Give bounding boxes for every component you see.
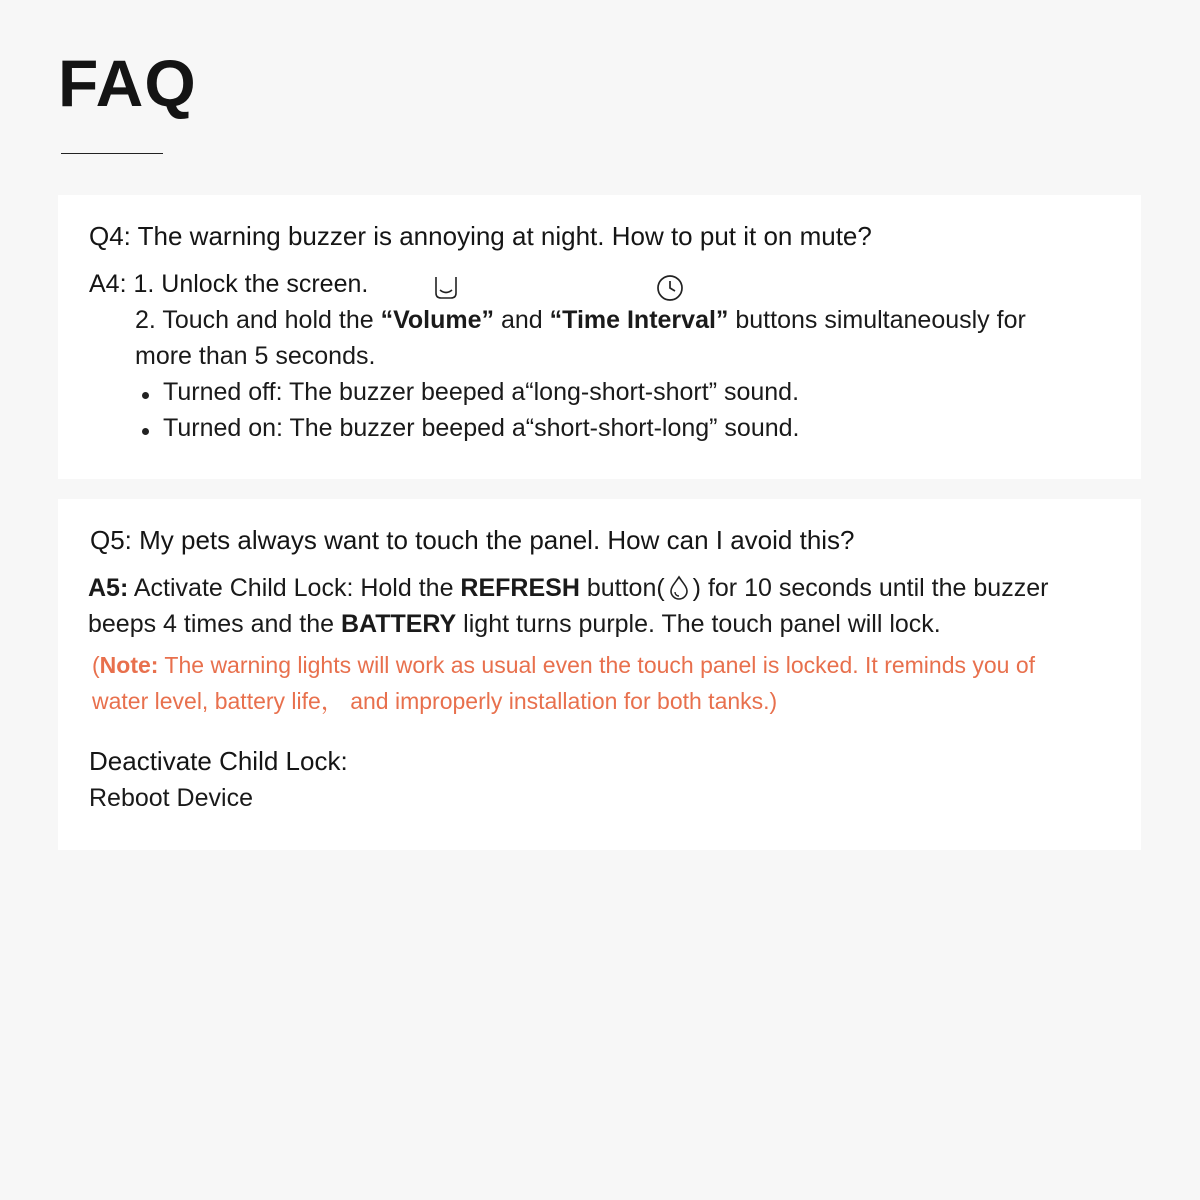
step2-suffix: buttons simultaneously for [728,306,1026,334]
water-drop-icon [666,575,692,601]
a5-text: light turns purple. The touch panel will lock. [456,610,941,638]
answer-a5-line1 [88,573,1048,603]
step1-text: : 1. Unlock the screen. [119,270,369,298]
page-title: FAQ [58,46,197,120]
note-line2: water level, battery life， and improperly installation for both tanks.) [92,688,778,714]
note-paren: ( [92,652,100,678]
bullet-turned-off: Turned off: The buzzer beeped a“long-short-short” sound. [163,378,800,406]
answer-label-text: A4 [89,270,120,298]
volume-icon [433,275,459,301]
note-line1 [92,652,1035,680]
deactivate-heading: Deactivate Child Lock: [89,746,348,776]
answer-label-a4 [89,269,368,299]
and-text: and [494,306,550,334]
note-label: Note: [99,652,159,678]
refresh-label: REFRESH [460,574,580,602]
faq-card-q4 [58,195,1141,479]
a5-text: button( [579,574,665,602]
clock-icon [656,274,684,302]
question-q5: Q5: My pets always want to touch the panel. How can I avoid this? [90,525,855,555]
question-q4: Q4: The warning buzzer is annoying at night. How to put it on mute? [89,221,872,251]
bullet-dot [142,428,149,435]
answer-a5-line2 [88,609,941,639]
bullet-turned-on: Turned on: The buzzer beeped a“short-short-long” sound. [163,414,800,442]
step2-line [135,305,1026,335]
battery-label: BATTERY [340,610,457,638]
title-underline [61,153,163,154]
a5-text: Activate Child Lock: Hold the [128,574,461,602]
deactivate-text: Reboot Device [89,784,253,812]
step2-continuation: more than 5 seconds. [135,342,376,370]
faq-card-q5 [58,499,1141,850]
volume-label: “Volume” [380,306,495,334]
answer-label-a5: A5: [88,574,129,602]
note-text: The warning lights will work as usual even the touch panel is locked. It reminds you of [158,652,1036,678]
step2-prefix: 2. Touch and hold the [135,306,381,334]
time-interval-label: “Time Interval” [549,306,729,334]
bullet-dot [142,392,149,399]
a5-text: beeps 4 times and the [88,610,341,638]
a5-text: ) for 10 seconds until the buzzer [692,574,1049,602]
